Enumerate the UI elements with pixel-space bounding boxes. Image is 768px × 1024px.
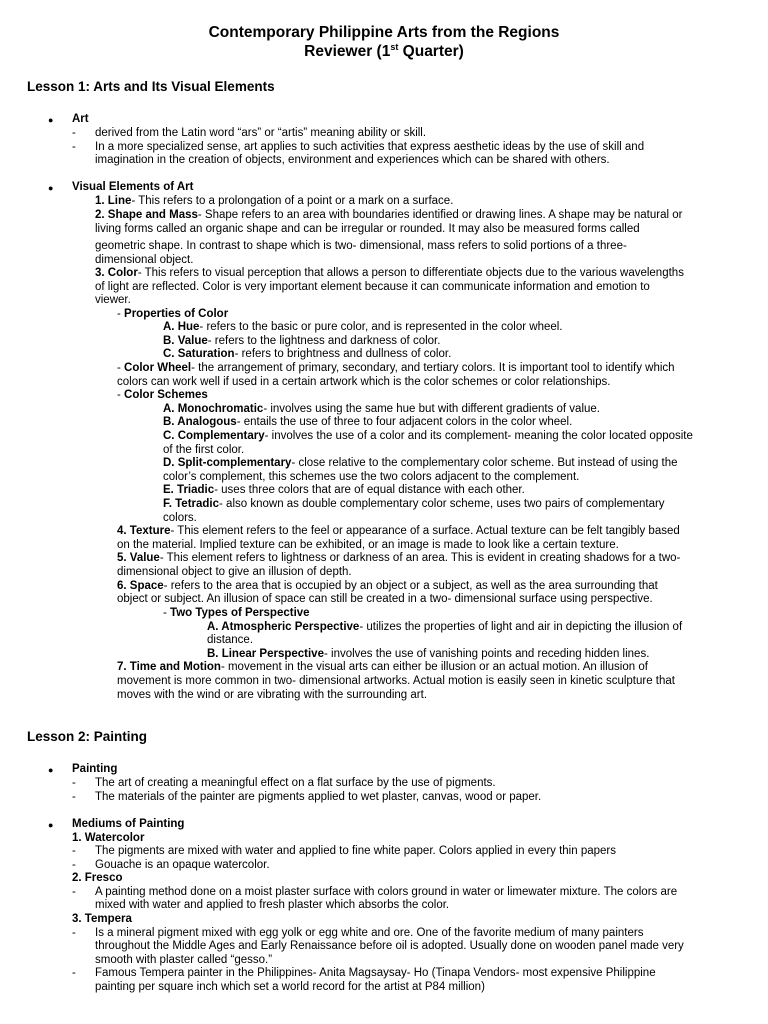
painting-item-2: The materials of the painter are pigments applied to wet plaster, canvas, wood or paper. bbox=[95, 791, 542, 803]
text-line: smooth with plaster called “gesso.” bbox=[95, 954, 273, 966]
scheme-triadic: E. Triadic- uses three colors that are of equal distance with each other. bbox=[163, 484, 525, 496]
dash: - bbox=[72, 845, 76, 857]
document-subtitle: Reviewer (1st Quarter) bbox=[304, 41, 464, 60]
scheme-complementary: C. Complementary- involves the use of a color and its complement- meaning the color located opposite bbox=[163, 430, 693, 442]
watercolor-item-2: Gouache is an opaque watercolor. bbox=[95, 859, 270, 871]
lesson-1-heading: Lesson 1: Arts and Its Visual Elements bbox=[27, 79, 275, 94]
text-line: colors. bbox=[163, 512, 197, 524]
element-space: 6. Space- refers to the area that is occupied by an object or a subject, as well as the area surrounding that bbox=[117, 580, 658, 592]
art-heading: Art bbox=[72, 113, 89, 125]
dash: - bbox=[72, 886, 76, 898]
text-line: mixed with water and applied to fresh plaster which absorbs the color. bbox=[95, 899, 450, 911]
scheme-split-complementary: D. Split-complementary- close relative to the complementary color scheme. But instead of using the bbox=[163, 457, 678, 469]
perspective-heading: - Two Types of Perspective bbox=[163, 607, 310, 619]
text-line: movement is more common in two- dimensional artworks. Actual motion is easily seen in kinetic sculpture that bbox=[117, 675, 675, 687]
text-line: distance. bbox=[207, 634, 254, 646]
property-value: B. Value- refers to the lightness and darkness of color. bbox=[163, 335, 441, 347]
text-line: of the first color. bbox=[163, 444, 245, 456]
text-line: moves with the wind or are vibrating with the surrounding art. bbox=[117, 689, 428, 701]
text-line: color’s complement, this schemes use the two colors adjacent to the complement. bbox=[163, 471, 580, 483]
dash: - bbox=[72, 791, 76, 803]
dash: - bbox=[72, 967, 76, 979]
bullet-icon: ● bbox=[48, 183, 54, 193]
mediums-heading: Mediums of Painting bbox=[72, 818, 185, 830]
text-line: living forms called an organic shape and can be irregular or rounded. It may also be measured forms called bbox=[95, 223, 640, 235]
document-title: Contemporary Philippine Arts from the Regions bbox=[208, 24, 560, 41]
lesson-2-heading: Lesson 2: Painting bbox=[27, 729, 148, 744]
scheme-monochromatic: A. Monochromatic- involves using the same hue but with different gradients of value. bbox=[163, 403, 600, 415]
text-line: viewer. bbox=[95, 294, 131, 306]
watercolor-heading: 1. Watercolor bbox=[72, 832, 145, 844]
fresco-heading: 2. Fresco bbox=[72, 872, 123, 884]
tempera-heading: 3. Tempera bbox=[72, 913, 132, 925]
element-line: 1. Line- This refers to a prolongation of a point or a mark on a surface. bbox=[95, 195, 454, 207]
art-item-2: In a more specialized sense, art applies to such activities that express aesthetic ideas by the use of skill and bbox=[95, 141, 645, 153]
element-texture: 4. Texture- This element refers to the feel or appearance of a surface. Actual texture can be felt tangibly based bbox=[117, 525, 680, 537]
dash: - bbox=[72, 927, 76, 939]
text-line: painting per square inch which set a world record for the artist at P84 million) bbox=[95, 981, 485, 993]
property-saturation: C. Saturation- refers to brightness and dullness of color. bbox=[163, 348, 452, 360]
visual-elements-heading: Visual Elements of Art bbox=[72, 181, 194, 193]
scheme-tetradic: F. Tetradic- also known as double complementary color scheme, uses two pairs of complementary bbox=[163, 498, 665, 510]
fresco-item: A painting method done on a moist plaster surface with colors ground in water or limewater mixture. The colors are bbox=[95, 886, 678, 898]
dash: - bbox=[72, 141, 76, 153]
tempera-item-1: Is a mineral pigment mixed with egg yolk or egg white and ore. One of the favorite medium of many painters bbox=[95, 927, 644, 939]
dash: - bbox=[72, 777, 76, 789]
painting-item-1: The art of creating a meaningful effect on a flat surface by the use of pigments. bbox=[95, 777, 496, 789]
text-line: of light are reflected. Color is very important element because it can communicate information and emotion to bbox=[95, 281, 650, 293]
properties-of-color-heading: - Properties of Color bbox=[117, 308, 229, 320]
tempera-item-2: Famous Tempera painter in the Philippines- Anita Magsaysay- Ho (Tinapa Vendors- most expensive Philippine bbox=[95, 967, 656, 979]
element-color: 3. Color- This refers to visual perception that allows a person to differentiate objects due to the various wavelengths bbox=[95, 267, 684, 279]
painting-heading: Painting bbox=[72, 763, 118, 775]
scheme-analogous: B. Analogous- entails the use of three to four adjacent colors in the color wheel. bbox=[163, 416, 573, 428]
text-line: colors can work well if used in a certain artwork which is the color schemes or color relationships. bbox=[117, 376, 611, 388]
color-schemes-heading: - Color Schemes bbox=[117, 389, 208, 401]
element-value: 5. Value- This element refers to lightness or darkness of an area. This is evident in creating shadows for a two- bbox=[117, 552, 681, 564]
text-line: object or subject. An illusion of space can still be created in a two- dimensional surface using perspective. bbox=[117, 593, 653, 605]
text-line: dimensional object to give an illusion of depth. bbox=[117, 566, 352, 578]
bullet-icon: ● bbox=[48, 820, 54, 830]
perspective-linear: B. Linear Perspective- involves the use of vanishing points and receding hidden lines. bbox=[207, 648, 650, 660]
color-wheel: - Color Wheel- the arrangement of primary, secondary, and tertiary colors. It is important tool to identify which bbox=[117, 362, 675, 374]
element-time-motion: 7. Time and Motion- movement in the visual arts can either be illusion or an actual motion. An illusion of bbox=[117, 661, 648, 673]
text-line: geometric shape. In contrast to shape which is two- dimensional, mass refers to solid portions of a three- bbox=[95, 240, 627, 252]
text-line: on the material. Implied texture can be exhibited, or an image is made to look like a certain texture. bbox=[117, 539, 619, 551]
dash: - bbox=[72, 127, 76, 139]
element-shape: 2. Shape and Mass- Shape refers to an area with boundaries identified or drawing lines. A shape may be natural or bbox=[95, 209, 683, 221]
art-item-1: derived from the Latin word “ars” or “artis” meaning ability or skill. bbox=[95, 127, 427, 139]
bullet-icon: ● bbox=[48, 765, 54, 775]
art-item-2-cont: imagination in the creation of objects, environment and experiences which can be shared with others. bbox=[95, 154, 610, 166]
text-line: dimensional object. bbox=[95, 254, 194, 266]
perspective-atmospheric: A. Atmospheric Perspective- utilizes the properties of light and air in depicting the illusion of bbox=[207, 621, 683, 633]
watercolor-item-1: The pigments are mixed with water and applied to fine white paper. Colors applied in every thin papers bbox=[95, 845, 616, 857]
bullet-icon: ● bbox=[48, 115, 54, 125]
text-line: throughout the Middle Ages and Early Renaissance before oil is adopted. Usually done on wooden panel made very bbox=[95, 940, 684, 952]
property-hue: A. Hue- refers to the basic or pure color, and is represented in the color wheel. bbox=[163, 321, 563, 333]
dash: - bbox=[72, 859, 76, 871]
